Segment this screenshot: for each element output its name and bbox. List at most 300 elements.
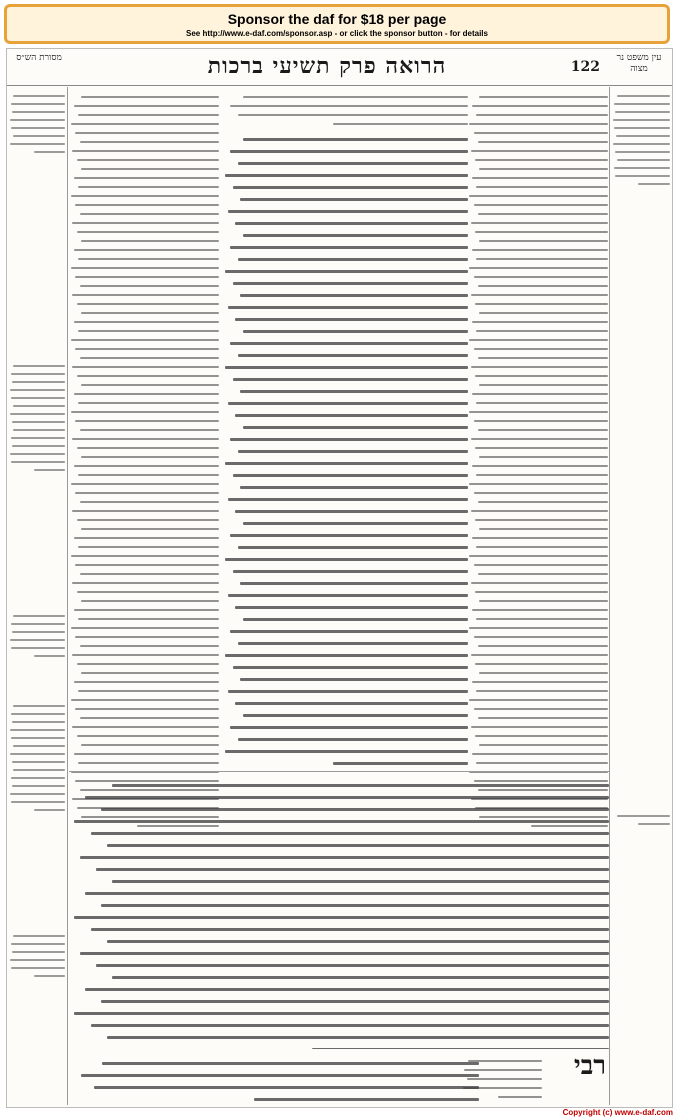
text-line (13, 405, 65, 407)
text-line (238, 642, 468, 645)
text-line (471, 150, 608, 152)
text-line (240, 582, 468, 585)
text-line (469, 267, 608, 269)
text-line (80, 717, 220, 719)
sponsor-subtitle[interactable]: See http://www.e-daf.com/sponsor.asp - or click the sponsor button - for details (186, 29, 488, 38)
column-divider-left (67, 87, 68, 1105)
text-line (469, 483, 608, 485)
text-line (230, 342, 468, 345)
text-line (476, 546, 608, 548)
text-line (75, 564, 219, 566)
text-line (71, 627, 220, 629)
text-line (478, 501, 608, 503)
text-line (240, 390, 468, 393)
text-line (238, 114, 468, 116)
text-line (474, 636, 608, 638)
text-line (243, 330, 468, 333)
text-line (34, 151, 65, 153)
text-line (235, 318, 468, 321)
page-number: 122 (570, 59, 600, 75)
text-line (616, 135, 670, 137)
text-line (12, 381, 65, 383)
text-line (71, 195, 220, 197)
talmud-page (6, 48, 673, 1108)
text-line (243, 618, 468, 621)
text-line (77, 159, 220, 161)
text-line (469, 123, 608, 125)
text-line (230, 438, 468, 441)
text-line (638, 823, 670, 825)
text-line (78, 402, 219, 404)
text-line (474, 276, 608, 278)
text-line (12, 421, 65, 423)
text-line (74, 916, 609, 919)
text-line (479, 240, 608, 242)
text-line (75, 204, 219, 206)
text-line (472, 609, 608, 611)
text-line (228, 210, 468, 213)
text-line (12, 951, 65, 953)
text-line (235, 702, 468, 705)
text-line (81, 1074, 479, 1077)
text-line (96, 868, 609, 871)
text-line (476, 690, 608, 692)
text-line (479, 96, 608, 98)
text-line (72, 510, 219, 512)
text-line (72, 150, 219, 152)
text-line (471, 510, 608, 512)
text-line (474, 348, 608, 350)
text-line (230, 534, 468, 537)
text-line (235, 222, 468, 225)
text-line (91, 832, 609, 835)
text-line (71, 267, 220, 269)
chapter-title: הרואה פרק תשיעי ברכות (207, 53, 447, 79)
text-line (12, 111, 65, 113)
text-line (10, 389, 65, 391)
text-line (243, 714, 468, 717)
text-line (478, 429, 608, 431)
text-line (478, 645, 608, 647)
text-line (12, 631, 65, 633)
text-line (475, 159, 608, 161)
text-line (77, 735, 220, 737)
text-line (472, 393, 608, 395)
text-line (10, 729, 65, 731)
text-line (102, 1062, 479, 1065)
text-line (72, 582, 219, 584)
text-line (233, 474, 468, 477)
text-line (11, 437, 65, 439)
text-line (78, 762, 219, 764)
text-line (472, 105, 608, 107)
text-line (613, 143, 670, 145)
text-line (75, 636, 219, 638)
text-line (469, 627, 608, 629)
text-line (78, 186, 219, 188)
text-line (101, 904, 609, 907)
text-line (10, 793, 65, 795)
text-line (479, 168, 608, 170)
text-line (80, 357, 220, 359)
margin-note-2 (9, 609, 65, 669)
text-line (74, 465, 220, 467)
text-line (85, 892, 609, 895)
text-line (75, 276, 219, 278)
text-line (81, 168, 219, 170)
text-line (13, 745, 65, 747)
text-line (10, 453, 65, 455)
text-line (74, 321, 220, 323)
bottom-gemara (69, 1053, 479, 1105)
text-line (312, 1048, 609, 1049)
text-line (13, 429, 65, 431)
text-line (78, 474, 219, 476)
margin-note-1 (9, 359, 65, 509)
text-line (74, 537, 220, 539)
section-divider (69, 771, 609, 772)
text-line (476, 762, 608, 764)
text-line (10, 413, 65, 415)
text-line (614, 167, 670, 169)
text-line (13, 95, 65, 97)
gemara-upper-band (223, 89, 468, 125)
text-line (474, 420, 608, 422)
text-line (472, 537, 608, 539)
text-line (614, 103, 670, 105)
text-line (478, 141, 608, 143)
text-line (112, 880, 609, 883)
gemara-lower-text (69, 775, 609, 1049)
page-header (7, 49, 672, 86)
text-line (617, 815, 670, 817)
text-line (71, 123, 220, 125)
text-line (225, 750, 468, 753)
text-line (112, 976, 609, 979)
ein-mishpat-label: עין משפט נר מצוה (616, 53, 662, 74)
text-line (75, 348, 219, 350)
text-line (475, 447, 608, 449)
text-line (80, 573, 220, 575)
text-line (78, 618, 219, 620)
text-line (74, 681, 220, 683)
text-line (471, 366, 608, 368)
text-line (474, 132, 608, 134)
text-line (75, 708, 219, 710)
text-line (240, 294, 468, 297)
text-line (617, 159, 670, 161)
text-line (475, 303, 608, 305)
text-line (230, 630, 468, 633)
text-line (101, 1000, 609, 1003)
text-line (478, 357, 608, 359)
text-line (471, 654, 608, 656)
text-line (479, 384, 608, 386)
text-line (74, 393, 220, 395)
text-line (479, 600, 608, 602)
text-line (476, 114, 608, 116)
text-line (478, 213, 608, 215)
text-line (225, 558, 468, 561)
text-line (81, 240, 219, 242)
sponsor-banner[interactable] (4, 4, 670, 44)
text-line (479, 528, 608, 530)
text-line (333, 123, 468, 125)
text-line (11, 737, 65, 739)
text-line (101, 808, 609, 811)
text-line (475, 375, 608, 377)
text-line (472, 753, 608, 755)
text-line (472, 177, 608, 179)
text-line (81, 744, 219, 746)
text-line (11, 103, 65, 105)
text-line (228, 306, 468, 309)
text-line (80, 856, 609, 859)
text-line (80, 952, 609, 955)
text-line (233, 282, 468, 285)
margin-note-4 (9, 929, 65, 989)
text-line (230, 150, 468, 153)
text-line (80, 429, 220, 431)
text-line (233, 666, 468, 669)
text-line (11, 623, 65, 625)
text-line (475, 735, 608, 737)
text-line (11, 127, 65, 129)
text-line (74, 105, 220, 107)
text-line (478, 573, 608, 575)
text-line (478, 717, 608, 719)
text-line (71, 555, 220, 557)
text-line (34, 809, 65, 811)
text-line (81, 384, 219, 386)
text-line (333, 762, 468, 765)
text-line (471, 438, 608, 440)
text-line (238, 450, 468, 453)
text-line (78, 330, 219, 332)
text-line (471, 582, 608, 584)
text-line (12, 445, 65, 447)
text-line (74, 609, 220, 611)
text-line (614, 127, 670, 129)
text-line (613, 119, 670, 121)
text-line (498, 1096, 542, 1098)
text-line (228, 498, 468, 501)
text-line (230, 726, 468, 729)
tosafot-commentary (69, 89, 219, 829)
text-line (107, 940, 609, 943)
text-line (74, 753, 220, 755)
text-line (71, 699, 220, 701)
text-line (243, 138, 468, 141)
mishnah-opening-word: רבי (573, 1051, 606, 1081)
text-line (72, 294, 219, 296)
text-line (230, 246, 468, 249)
text-line (11, 801, 65, 803)
text-line (225, 270, 468, 273)
text-line (13, 365, 65, 367)
text-line (77, 231, 220, 233)
text-line (80, 285, 220, 287)
text-line (240, 486, 468, 489)
text-line (243, 522, 468, 525)
text-line (225, 366, 468, 369)
text-line (233, 186, 468, 189)
text-line (11, 777, 65, 779)
text-line (81, 456, 219, 458)
text-line (476, 258, 608, 260)
text-line (77, 591, 220, 593)
masoret-hashas-label: מסורת הש״ס (16, 53, 62, 63)
text-line (85, 988, 609, 991)
text-line (75, 492, 219, 494)
text-line (475, 591, 608, 593)
text-line (74, 1012, 609, 1015)
text-line (77, 663, 220, 665)
masoret-hashas-column (9, 89, 65, 169)
text-line (11, 461, 65, 463)
text-line (469, 411, 608, 413)
text-line (34, 655, 65, 657)
text-line (77, 375, 220, 377)
text-line (12, 721, 65, 723)
text-line (475, 231, 608, 233)
margin-note-5 (612, 809, 670, 829)
text-line (10, 143, 65, 145)
text-line (77, 303, 220, 305)
text-line (72, 654, 219, 656)
text-line (34, 469, 65, 471)
text-line (75, 132, 219, 134)
text-line (225, 654, 468, 657)
text-line (476, 618, 608, 620)
text-line (471, 726, 608, 728)
text-line (240, 198, 468, 201)
copyright-link[interactable]: Copyright (c) www.e-daf.com (562, 1108, 673, 1117)
text-line (243, 234, 468, 237)
text-line (71, 339, 220, 341)
text-line (10, 639, 65, 641)
text-line (91, 1024, 609, 1027)
text-line (72, 438, 219, 440)
text-line (71, 411, 220, 413)
text-line (11, 373, 65, 375)
text-line (81, 528, 219, 530)
text-line (13, 615, 65, 617)
text-line (85, 796, 609, 799)
text-line (12, 761, 65, 763)
text-line (74, 820, 609, 823)
text-line (228, 402, 468, 405)
text-line (474, 708, 608, 710)
text-line (479, 312, 608, 314)
text-line (638, 183, 670, 185)
text-line (472, 321, 608, 323)
text-line (476, 474, 608, 476)
text-line (10, 959, 65, 961)
text-line (472, 681, 608, 683)
text-line (71, 483, 220, 485)
text-line (80, 213, 220, 215)
text-line (13, 935, 65, 937)
text-line (80, 645, 220, 647)
text-line (81, 312, 219, 314)
text-line (474, 204, 608, 206)
text-line (243, 426, 468, 429)
text-line (80, 501, 220, 503)
text-line (471, 294, 608, 296)
text-line (476, 330, 608, 332)
margin-note-3 (9, 699, 65, 849)
text-line (13, 769, 65, 771)
text-line (81, 672, 219, 674)
text-line (469, 699, 608, 701)
text-line (112, 784, 609, 787)
text-line (233, 570, 468, 573)
text-line (77, 447, 220, 449)
text-line (10, 119, 65, 121)
text-line (12, 785, 65, 787)
text-line (34, 975, 65, 977)
text-line (476, 402, 608, 404)
sponsor-title[interactable]: Sponsor the daf for $18 per page (227, 11, 447, 27)
text-line (81, 600, 219, 602)
text-line (238, 162, 468, 165)
text-line (615, 111, 670, 113)
text-line (228, 690, 468, 693)
text-line (238, 738, 468, 741)
text-line (225, 174, 468, 177)
text-line (243, 96, 468, 98)
text-line (233, 378, 468, 381)
text-line (96, 964, 609, 967)
text-line (238, 354, 468, 357)
text-line (72, 366, 219, 368)
text-line (78, 546, 219, 548)
text-line (78, 114, 219, 116)
text-line (479, 744, 608, 746)
text-line (472, 465, 608, 467)
text-line (469, 195, 608, 197)
text-line (235, 414, 468, 417)
text-line (476, 186, 608, 188)
text-line (254, 1098, 480, 1101)
text-line (72, 222, 219, 224)
text-line (11, 713, 65, 715)
text-line (107, 1036, 609, 1039)
text-line (11, 967, 65, 969)
text-line (238, 546, 468, 549)
text-line (91, 928, 609, 931)
text-line (77, 519, 220, 521)
ein-mishpat-column (612, 89, 670, 209)
text-line (235, 510, 468, 513)
text-line (474, 492, 608, 494)
text-line (478, 285, 608, 287)
text-line (230, 105, 468, 107)
text-line (475, 663, 608, 665)
text-line (74, 249, 220, 251)
text-line (471, 222, 608, 224)
text-line (468, 1060, 542, 1062)
text-line (472, 249, 608, 251)
text-line (94, 1086, 479, 1089)
text-line (11, 943, 65, 945)
text-line (74, 177, 220, 179)
text-line (469, 555, 608, 557)
text-line (479, 672, 608, 674)
text-line (107, 844, 609, 847)
text-line (479, 456, 608, 458)
